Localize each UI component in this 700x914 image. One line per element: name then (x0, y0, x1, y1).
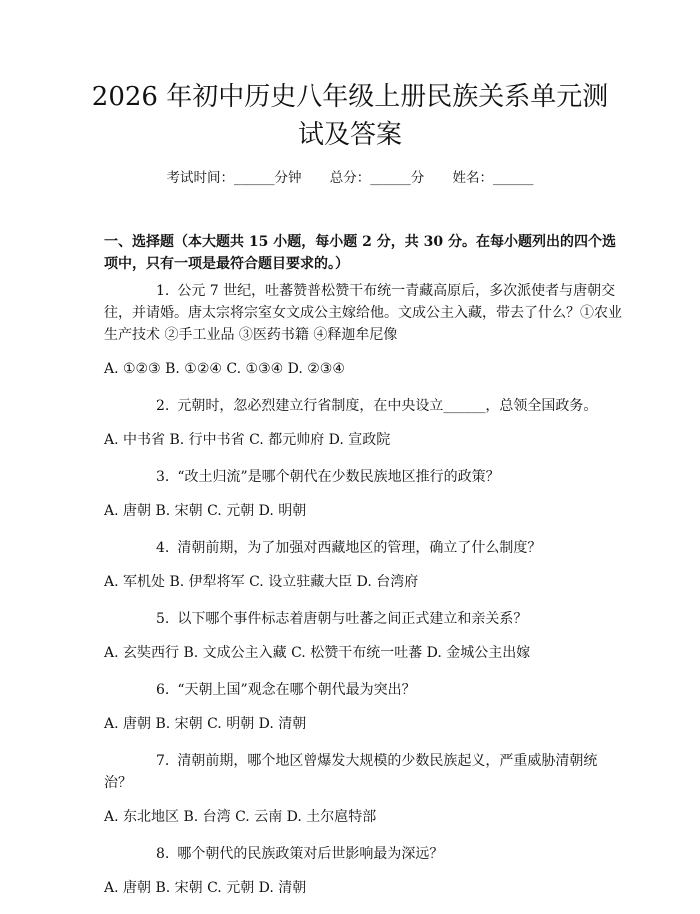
question-item (104, 537, 624, 593)
question-number: 6. (156, 682, 170, 698)
page-title-line-2: 试及答案 (297, 120, 402, 150)
question-stem (104, 608, 624, 630)
question-number: 5. (156, 611, 170, 627)
question-options: A. 唐朝 B. 宋朝 C. 元朝 D. 明朝 (104, 503, 307, 519)
question-text: 公元 7 世纪，吐蕃赞普松赞干布统一青藏高原后，多次派使者与唐朝交往，并请婚。唐太宗将宗室女文成公主嫁给他。文成公主入藏，带去了什么？①农业生产技术 ②手工业品 ③医药书籍 ④释迦牟尼像 (104, 283, 622, 343)
question-options: A. ①②③ B. ①②④ C. ①③④ D. ②③④ (104, 361, 345, 377)
question-stem (104, 280, 624, 346)
question-number: 7. (156, 753, 170, 769)
question-item (104, 843, 624, 899)
question-number: 2. (156, 398, 170, 414)
question-options: A. 东北地区 B. 台湾 C. 云南 D. 土尔扈特部 (104, 809, 377, 825)
question-number: 8. (156, 846, 170, 862)
question-item (104, 466, 624, 522)
exam-meta (0, 169, 700, 187)
question-number: 4. (156, 540, 170, 556)
question-stem (104, 750, 624, 794)
question-options: A. 玄奘西行 B. 文成公主入藏 C. 松赞干布统一吐蕃 D. 金城公主出嫁 (104, 645, 531, 661)
question-text: 元朝时，忽必烈建立行省制度，在中央设立______，总领全国政务。 (177, 398, 598, 414)
question-item (104, 395, 624, 451)
question-stem (104, 466, 624, 488)
question-text: 清朝前期，为了加强对西藏地区的管理，确立了什么制度？ (177, 540, 542, 556)
question-stem (104, 843, 624, 865)
exam-time-field: 考试时间：______分钟 (166, 170, 302, 186)
page-title (70, 78, 630, 154)
section-heading: 一、选择题（本大题共 15 小题，每小题 2 分，共 30 分。在每小题列出的四个选项中，只有一项是最符合题目要求的。） (104, 234, 616, 272)
question-text: 哪个朝代的民族政策对后世影响最为深远？ (177, 846, 444, 862)
question-options: A. 中书省 B. 行中书省 C. 都元帅府 D. 宣政院 (104, 432, 391, 448)
question-text: “天朝上国”观念在哪个朝代最为突出？ (177, 682, 416, 698)
question-number: 3. (156, 469, 170, 485)
question-item (104, 280, 624, 380)
question-text: “改土归流”是哪个朝代在少数民族地区推行的政策？ (177, 469, 500, 485)
question-options: A. 军机处 B. 伊犁将军 C. 设立驻藏大臣 D. 台湾府 (104, 574, 419, 590)
question-stem (104, 537, 624, 559)
question-stem (104, 679, 624, 701)
question-text: 以下哪个事件标志着唐朝与吐蕃之间正式建立和亲关系？ (177, 611, 528, 627)
total-score-field: 总分：______分 (329, 170, 425, 186)
question-item (104, 750, 624, 828)
question-item (104, 679, 624, 735)
question-number: 1. (156, 283, 170, 299)
question-stem (104, 395, 624, 417)
question-list (104, 280, 624, 914)
student-name-field: 姓名：______ (452, 170, 534, 186)
page-title-line-1: 2026 年初中历史八年级上册民族关系单元测 (91, 82, 609, 112)
question-options: A. 唐朝 B. 宋朝 C. 元朝 D. 清朝 (104, 880, 307, 896)
question-text: 清朝前期，哪个地区曾爆发大规模的少数民族起义，严重威胁清朝统治？ (104, 753, 598, 791)
question-options: A. 唐朝 B. 宋朝 C. 明朝 D. 清朝 (104, 716, 307, 732)
question-item (104, 608, 624, 664)
